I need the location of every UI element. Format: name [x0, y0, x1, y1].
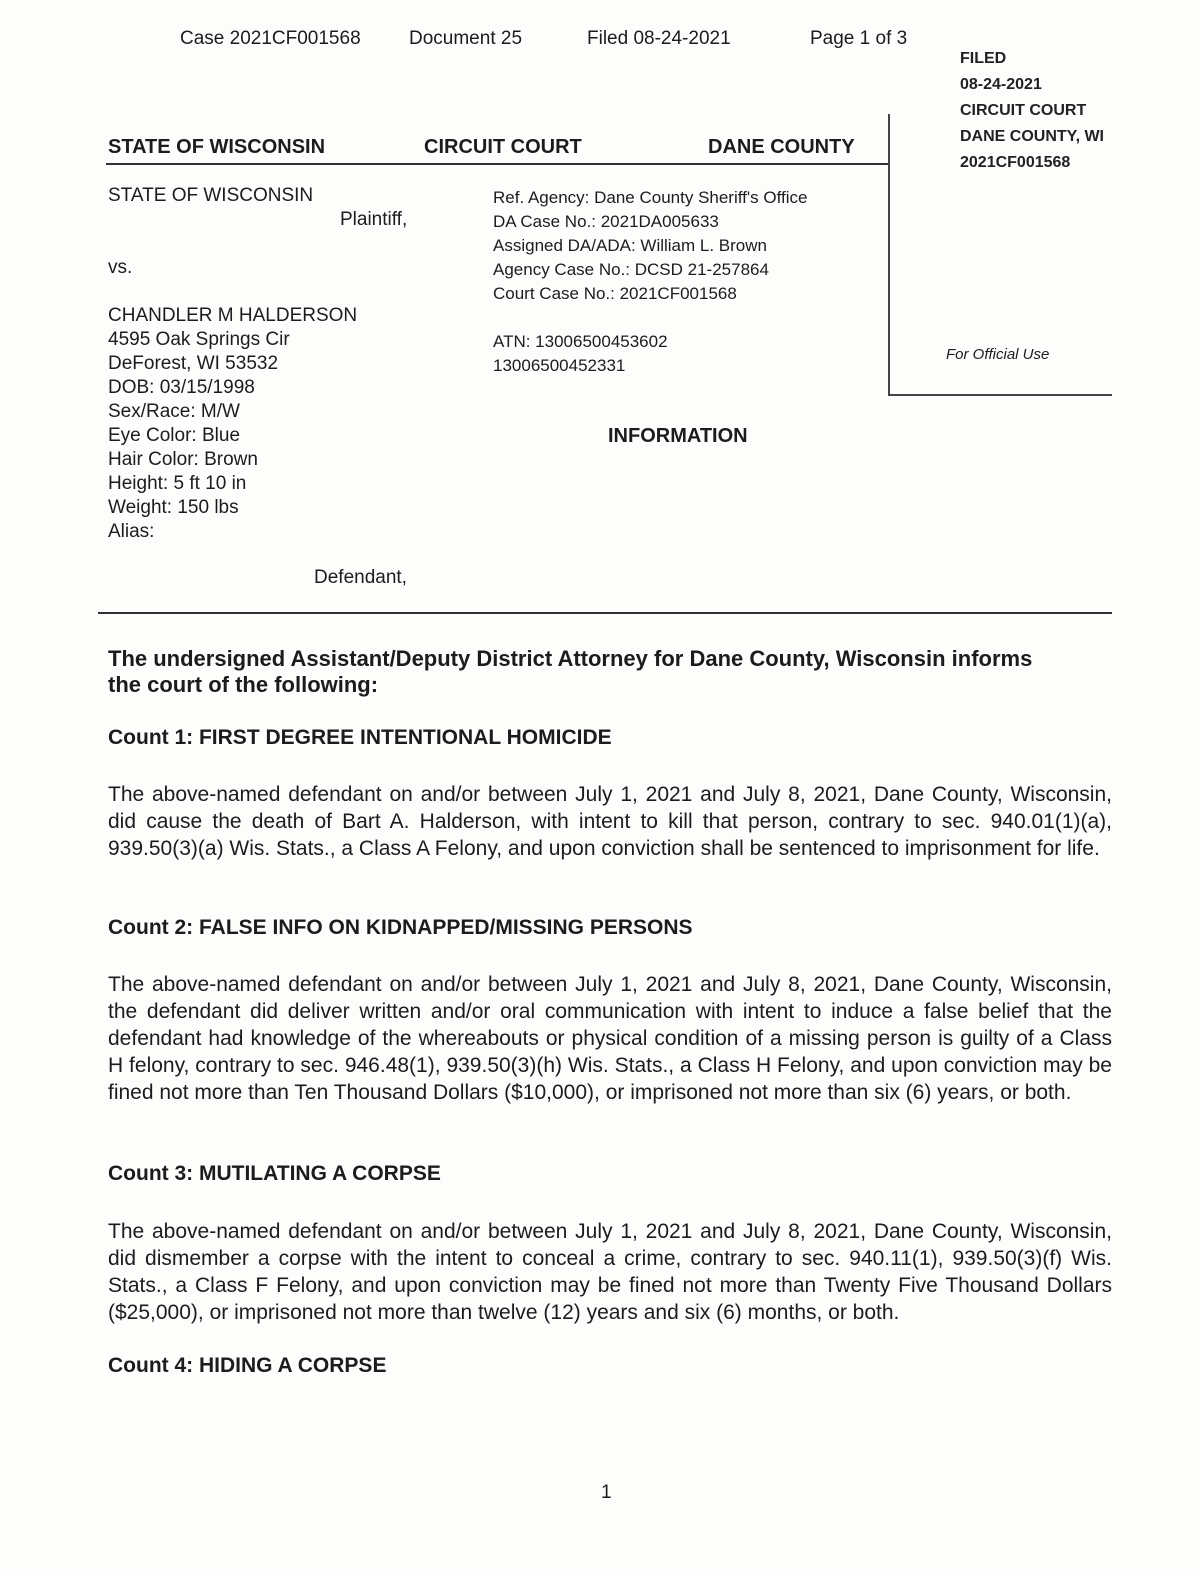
- ref-atn-2: 13006500452331: [493, 356, 626, 375]
- count-4-heading: Count 4: HIDING A CORPSE: [108, 1354, 387, 1377]
- count-1-heading: Count 1: FIRST DEGREE INTENTIONAL HOMICIDE: [108, 726, 612, 749]
- defendant-height: Height: 5 ft 10 in: [108, 473, 247, 494]
- defendant-name: CHANDLER M HALDERSON: [108, 305, 358, 326]
- filing-stamp: [960, 46, 1104, 176]
- count-2-heading: Count 2: FALSE INFO ON KIDNAPPED/MISSING PERSONS: [108, 916, 693, 939]
- defendant-hair-color: Hair Color: Brown: [108, 449, 258, 470]
- document-title: INFORMATION: [608, 425, 748, 447]
- stamp-case: 2021CF001568: [960, 154, 1071, 171]
- caption-state: STATE OF WISCONSIN: [108, 136, 326, 158]
- count-3-heading: Count 3: MUTILATING A CORPSE: [108, 1162, 441, 1185]
- stamp-box-bottom-rule: [888, 394, 1112, 396]
- versus-label: vs.: [108, 257, 133, 278]
- defendant-eye-color: Eye Color: Blue: [108, 425, 241, 446]
- stamp-date: 08-24-2021: [960, 76, 1042, 93]
- stamp-filed: FILED: [960, 50, 1007, 67]
- page-count-header: Page 1 of 3: [810, 28, 908, 49]
- ref-atn-1: ATN: 13006500453602: [493, 332, 668, 351]
- case-number-header: Case 2021CF001568: [180, 28, 361, 49]
- official-use-label: For Official Use: [946, 346, 1050, 363]
- defendant-sex-race: Sex/Race: M/W: [108, 401, 240, 422]
- document-number-header: Document 25: [409, 28, 523, 49]
- ref-agency-case: Agency Case No.: DCSD 21-257864: [493, 260, 769, 279]
- page-number: 1: [601, 1482, 612, 1503]
- caption-court: CIRCUIT COURT: [424, 136, 582, 158]
- ref-court-case: Court Case No.: 2021CF001568: [493, 284, 737, 303]
- stamp-court: CIRCUIT COURT: [960, 102, 1087, 119]
- count-1-text: The above-named defendant on and/or between July 1, 2021 and July 8, 2021, Dane County, Wisconsin, did cause the death of Bart A. Halderson, with intent to kill that person, contrary to sec. 940.01(1)(a), 939.50(3)(a) Wis. Stats., a Class A Felony, and upon conviction shall be sentenced to imprisonment for life.: [108, 783, 1112, 860]
- filed-date-header: Filed 08-24-2021: [587, 28, 731, 49]
- caption-separator-rule: [98, 612, 1112, 614]
- count-3-text: The above-named defendant on and/or between July 1, 2021 and July 8, 2021, Dane County, Wisconsin, did dismember a corpse with the intent to conceal a crime, contrary to sec. 940.11(1), 939.50(3)(f) Wis. Stats., a Class F Felony, and upon conviction may be fined not more than Twenty Five Thousand Dollars ($25,000), or imprisoned not more than twelve (12) years and six (6) months, or both.: [108, 1220, 1112, 1324]
- plaintiff-name: STATE OF WISCONSIN: [108, 185, 314, 206]
- ref-da-case: DA Case No.: 2021DA005633: [493, 212, 719, 231]
- defendant-weight: Weight: 150 lbs: [108, 497, 239, 518]
- stamp-box-vertical-rule: [888, 114, 890, 396]
- ref-agency: Ref. Agency: Dane County Sheriff's Office: [493, 188, 808, 207]
- defendant-address-line2: DeForest, WI 53532: [108, 353, 279, 374]
- caption-rule: [106, 163, 888, 165]
- count-2-text: The above-named defendant on and/or between July 1, 2021 and July 8, 2021, Dane County, Wisconsin, the defendant did deliver written and/or oral communication with intent to induce a false belief that the defendant had knowledge of the whereabouts or physical condition of a missing person is guilty of a Class H felony, contrary to sec. 946.48(1), 939.50(3)(h) Wis. Stats., a Class H Felony, and upon conviction may be fined not more than Ten Thousand Dollars ($10,000), or imprisoned not more than six (6) years, or both.: [108, 973, 1112, 1104]
- defendant-alias: Alias:: [108, 521, 155, 542]
- stamp-county: DANE COUNTY, WI: [960, 128, 1104, 145]
- atn-block: [493, 330, 668, 378]
- intro-statement: The undersigned Assistant/Deputy District Attorney for Dane County, Wisconsin informs the court of the following:: [108, 646, 1033, 697]
- ref-assigned-da: Assigned DA/ADA: William L. Brown: [493, 236, 767, 255]
- plaintiff-label: Plaintiff,: [340, 209, 408, 230]
- defendant-address-line1: 4595 Oak Springs Cir: [108, 329, 290, 350]
- caption-county: DANE COUNTY: [708, 136, 855, 158]
- reference-block: [493, 186, 807, 306]
- defendant-dob: DOB: 03/15/1998: [108, 377, 255, 398]
- defendant-block: [108, 304, 357, 544]
- defendant-label: Defendant,: [314, 567, 407, 588]
